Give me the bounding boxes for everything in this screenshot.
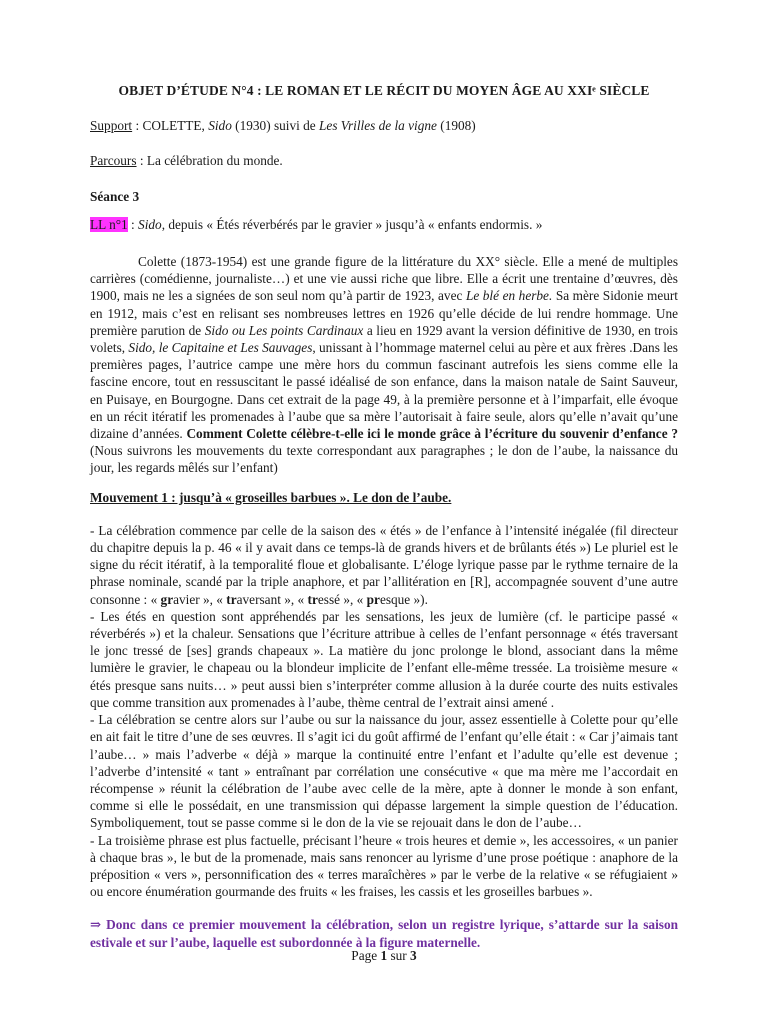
lecture-lineaire-line [90,216,678,233]
para1-allit-tr-1: tr [226,591,237,607]
page-title: OBJET D’ÉTUDE N°4 : LE ROMAN ET LE RÉCIT DU MOYEN ÂGE AU XXIᵉ SIÈCLE [118,83,650,98]
ll-highlight-tag: LL n°1 [90,216,128,232]
support-label: Support [90,118,133,134]
para1-frag-1: avier », « [173,591,227,607]
intro-work-sido-points: Sido ou Les points Cardinaux [204,322,364,338]
seance-heading: Séance 3 [90,188,140,204]
support-mid: (1930) suivi de [231,118,320,134]
footer-current-page: 1 [380,948,388,963]
analysis-body [90,522,678,900]
ll-work: Sido [138,216,162,232]
para1-text: - La célébration commence par celle de la saison des « étés » de l’enfance à l’intensité inégalée (fil directeur du chapitre depuis la p. 46 « il y avait dans ce temps-là de grands hivers et de brûlants étés ») Le pluriel est le signe du récit itératif, à la temporalité floue et globalisante. L’éloge lyrique passe par le rythme ternaire de la phrase nominale, scandé par la triple anaphore, et par l’allitération en [R], accompagnée souvent d’une autre consonne : « [90,522,678,607]
footer-of-word: sur [387,948,411,963]
intro-paragraph [90,253,678,477]
para1-frag-3: essé », « [317,591,367,607]
arrow-icon: ⇒ [90,917,102,933]
intro-text-4: , unissant à l’hommage maternel celui au père et aux frères .Dans les premières pages, l’autrice campe une mère hors du commun fascinant autrefois les siens comme elle la fascine encore, tout en ressuscitant le passé idéalisé de son enfance, dans la maison natale de Saint Sauveur, en Puisaye, en Bourgogne. Dans cet extrait de la page 49, à la première personne et à l’imparfait, elle évoque en un récit itératif les promenades à l’aube que sa mère l’autorisait à faire seule, alors qu’elle n’avait qu’une dizaine d’années. [90,340,678,442]
intro-text-3: a lieu en 1929 avant la version définitive de 1930, en trois volets, [90,322,678,356]
parcours-label: Parcours [90,153,137,169]
intro-text-2: Sa mère Sidonie meurt en 1912, mais c’est en relisant ses nombreuses lettres en 1926 qu’elle décide de lui rendre hommage. Une première parution de [90,288,678,338]
analysis-paragraph-2: - Les étés en question sont appréhendés par les sensations, les jeux de lumière (cf. le participe passé « réverbérés ») et la chaleur. Sensations que l’écriture attribue à celles de l’enfant personnage « étés traversant le jonc tressé de [ses] grands chapeaux ». La matière du jonc prolonge le blond, associant dans la même lumière le gravier, le chapeau ou la blondeur implicite de l’enfant elle-même tressée. La troisième mesure « étés presque sans nuits… » peut aussi bien s’interpréter comme allusion à la durée courte des nuits estivales que comme transition aux promenades à l’aube, thème central de l’extrait ainsi amené . [90,608,678,710]
support-author: COLETTE, [142,118,209,134]
intro-work-volets: Sido, le Capitaine et Les Sauvages [128,340,313,356]
intro-work-ble: Le blé en herbe. [465,288,553,304]
support-work-vrilles: Les Vrilles de la vigne [319,118,437,134]
problematique-question: Comment Colette célèbre-t-elle ici le monde grâce à l’écriture du souvenir d’enfance ? [186,426,678,442]
conclusion-text: Donc dans ce premier mouvement la célébration, selon un registre lyrique, s’attarde sur la saison estivale et sur l’aube, laquelle est subordonnée à la figure maternelle. [90,917,678,950]
page-footer [0,947,768,964]
analysis-paragraph-3: - La célébration se centre alors sur l’aube ou sur la naissance du jour, assez essentielle à Colette pour qu’elle en ait fait le titre d’une de ses œuvres. Il s’agit ici du goût affirmé de l’enfant qu’elle était : « Car j’aimais tant l’aube… » mais l’adverbe « déjà » marque la continuité entre l’enfant et l’adulte qu’elle est devenue ; l’adverbe d’intensité « tant » entraînant par corrélation une consécutive « que ma mère me l’accordait en récompense » réunit la célébration de l’aube avec celle de la mère, apte à donner le monde à son enfant, comme si elle le possédait, en une transmission qui dépasse largement la simple question de l’éducation. Symboliquement, tout se passe comme si le don de la vie se rejouait dans le don de l’aube… [90,712,678,831]
support-end: (1908) [436,118,476,134]
support-line [90,117,678,134]
conclusion-paragraph [90,916,678,950]
parcours-line [90,152,678,169]
ll-sep: : [127,216,139,232]
para1-frag-4: esque »). [379,591,428,607]
support-sep: : [132,118,143,134]
para1-allit-pr: pr [366,591,380,607]
para1-frag-2: aversant », « [236,591,308,607]
footer-total-pages: 3 [410,948,417,963]
footer-page-word: Page [351,948,381,963]
ll-text: , depuis « Étés réverbérés par le gravier » jusqu’à « enfants endormis. » [161,216,543,232]
analysis-paragraph-4: - La troisième phrase est plus factuelle, précisant l’heure « trois heures et demie », les accessoires, « un panier à chaque bras », le but de la promenade, mais sans renoncer au lyrisme d’une prose poétique : anaphore de la préposition « vers », personnification des « terres maraîchères » par le verbe de la relative « se réfugiaient » ou encore énumération gourmande des fruits « les fraises, les cassis et les groseilles barbues ». [90,832,678,900]
mouvement-heading: Mouvement 1 : jusqu’à « groseilles barbues ». Le don de l’aube. [90,489,452,505]
para1-allit-gr: gr [160,591,174,607]
parcours-text: : La célébration du monde. [136,153,283,169]
analysis-paragraph-1 [90,522,678,608]
intro-text-1: Colette (1873-1954) est une grande figure de la littérature du XX° siècle. Elle a mené de multiples carrières (comédienne, journaliste…) et une vie aussi riche que libre. Elle a écrit une trentaine d’œuvres, dès 1900, mais ne les a signées de son seul nom qu’à partir de 1923, avec [90,254,678,304]
para1-allit-tr-2: tr [307,591,318,607]
support-work-sido: Sido [208,118,232,134]
intro-text-5: (Nous suivrons les mouvements du texte correspondant aux paragraphes ; le don de l’aube, la naissance du jour, les regards mêlés sur l’enfant) [90,443,678,476]
